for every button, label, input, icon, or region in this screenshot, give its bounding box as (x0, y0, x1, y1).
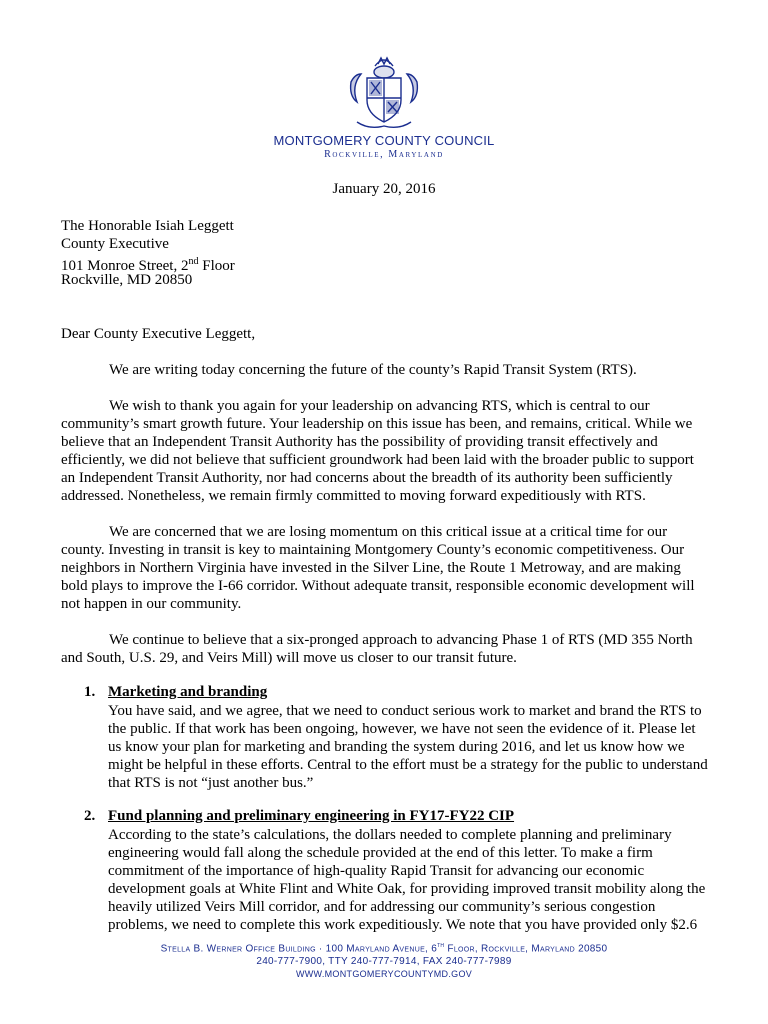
letter-date: January 20, 2016 (332, 181, 436, 197)
org-name: MONTGOMERY COUNTY COUNCIL (273, 133, 495, 148)
recipient-name: The Honorable Isiah Leggett (61, 218, 234, 234)
list-item-title: Marketing and branding (108, 684, 268, 700)
recipient-street-suffix: nd (188, 256, 199, 267)
body-paragraph: We continue to believe that a six-pronged approach to advancing Phase 1 of RTS (MD 355 North and South, U.S. 29, and Veirs Mill) will move us closer to our transit future. (61, 632, 693, 666)
list-item-title: Fund planning and preliminary engineering in FY17-FY22 CIP (108, 808, 515, 824)
list-item-body: You have said, and we agree, that we need to conduct serious work to market and brand the RTS to the public. If that work has been ongoing, however, we have not seen the evidence of it. Please let us know your plan for marketing and branding the system during 2016, and let us know how we might be helpful in these efforts. Central to the effort must be a strategy for the public to understand that RTS is not “just another bus.” (108, 703, 708, 791)
footer-website[interactable]: WWW.MONTGOMERYCOUNTYMD.GOV (295, 969, 473, 979)
county-seal-icon (345, 52, 423, 132)
footer-address-part: Stella B. Werner Office Building · 100 Maryland Avenue, 6 (160, 943, 438, 955)
org-city: Rockville, Maryland (324, 149, 444, 160)
footer-address-suffix: th (437, 942, 445, 949)
recipient-city: Rockville, MD 20850 (61, 272, 193, 288)
recipient-street-part: Floor (198, 258, 235, 274)
footer-phones: 240-777-7900, TTY 240-777-7914, FAX 240-777-7989 (256, 956, 512, 967)
body-paragraph: We are concerned that we are losing momentum on this critical issue at a critical time for our county. Investing in transit is key to maintaining Montgomery County’s economic competitiveness. Our neighbors in Northern Virginia have invested in the Silver Line, the Route 1 Metroway, and are making bold plays to improve the I-66 corridor. Without adequate transit, responsible economic development will not happen in our community. (61, 524, 695, 612)
list-item-number: 2. (84, 808, 96, 824)
body-paragraph: We wish to thank you again for your leadership on advancing RTS, which is central to our community’s smart growth future. Your leadership on this issue has been, and remains, critical. While we believe that an Independent Transit Authority has the possibility of providing transit effectively and efficiently, we did not believe that sufficient groundwork had been laid with the broader public to support an Independent Transit Authority, nor had concerns about the breadth of its authority been sufficiently addressed. Nonetheless, we remain firmly committed to moving forward expeditiously with RTS. (61, 398, 694, 504)
list-item-body: According to the state’s calculations, the dollars needed to complete planning and preliminary engineering would fall along the schedule provided at the end of this letter. To make a firm commitment of the importance of high-quality Rapid Transit for advancing our economic development goals at White Flint and White Oak, for providing improved transit mobility along the heavily utilized Veirs Mill corridor, and for addressing our community’s serious congestion problems, we need to complete this work expeditiously. We note that you have provided only $2.6 (108, 827, 706, 933)
recipient-street-part: 101 Monroe Street, 2 (61, 258, 189, 274)
salutation: Dear County Executive Leggett, (61, 326, 256, 342)
recipient-title: County Executive (61, 236, 169, 252)
body-paragraph: We are writing today concerning the future of the county’s Rapid Transit System (RTS). (109, 362, 637, 378)
footer-address (0, 942, 768, 954)
list-item-number: 1. (84, 684, 96, 700)
footer-address-part: Floor, Rockville, Maryland 20850 (444, 943, 608, 955)
